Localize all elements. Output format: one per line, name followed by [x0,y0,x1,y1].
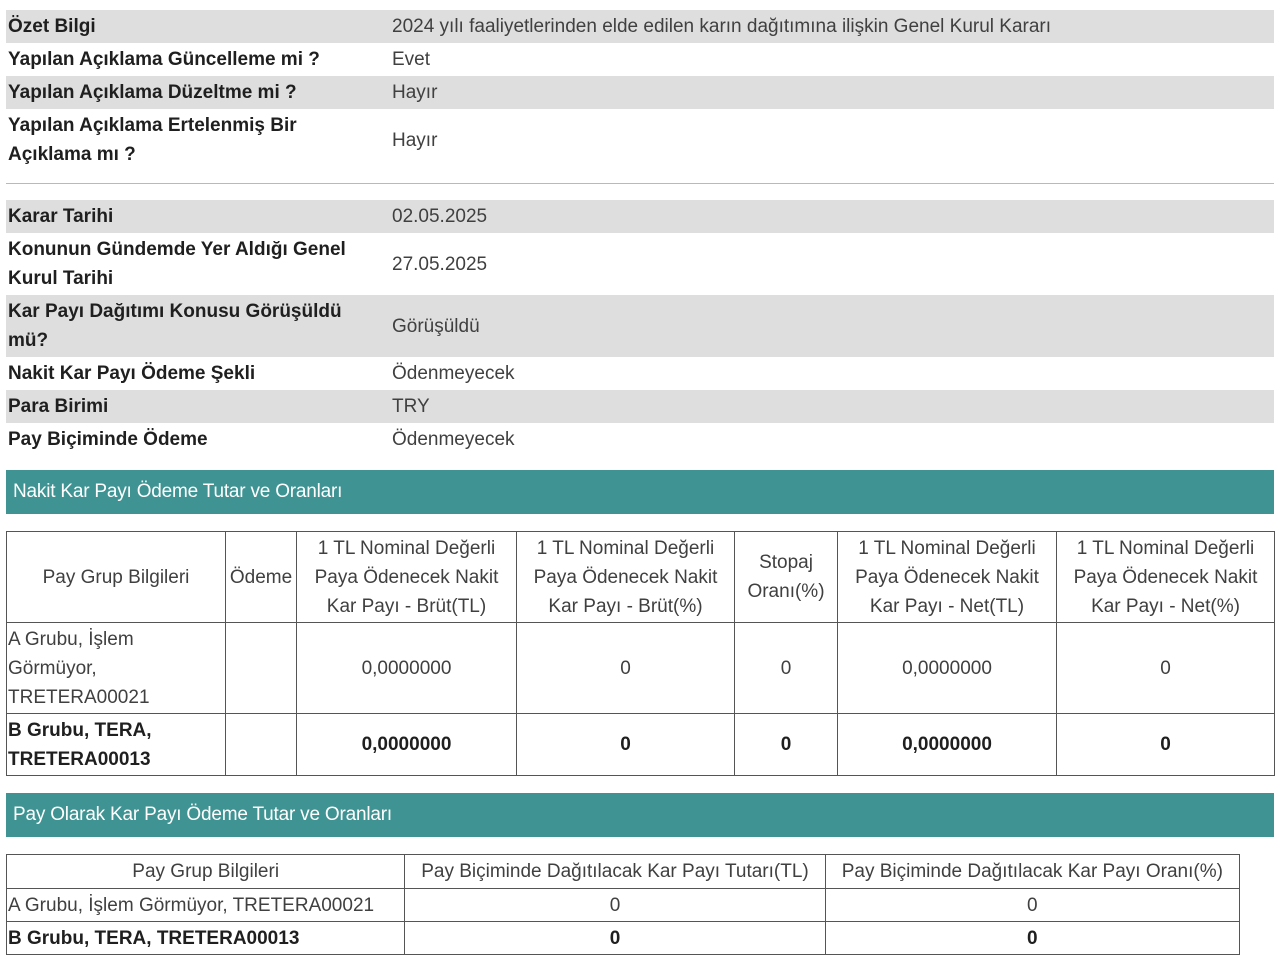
table-cell: 0 [825,889,1239,922]
field-label: Özet Bilgi [6,10,386,43]
column-header: Pay Biçiminde Dağıtılacak Kar Payı Tutarı(TL) [405,855,825,889]
decision-row [6,295,1274,357]
column-header: Pay Grup Bilgileri [7,855,405,889]
field-label: Pay Biçiminde Ödeme [8,429,208,450]
column-header: 1 TL Nominal Değerli Paya Ödenecek Nakit Kar Payı - Brüt(%) [517,532,735,623]
decision-row [6,390,1274,423]
table-cell: B Grubu, TERA, TRETERA00013 [7,922,405,955]
disclosure-page [6,10,1274,955]
field-value: TRY [386,390,1274,423]
field-label: Kar Payı Dağıtımı Konusu Görüşüldü mü? [6,295,386,357]
cash-dividend-table [6,531,1275,776]
table-header-row [7,855,1240,889]
field-value: Evet [392,49,431,70]
table-cell: 0 [405,889,825,922]
field-value: 2024 yılı faaliyetlerinden elde edilen karın dağıtımına ilişkin Genel Kurul Kararı [386,10,1274,43]
column-header: Ödeme [226,532,297,623]
field-label: Para Birimi [6,390,386,423]
field-value: Ödenmeyecek [392,363,515,384]
column-header: Pay Biçiminde Dağıtılacak Kar Payı Oranı(%) [825,855,1239,889]
table-row [7,623,1275,714]
table-cell: 0 [517,714,735,776]
decision-row [6,423,1274,456]
share-section-header: Pay Olarak Kar Payı Ödeme Tutar ve Oranları [6,793,1274,837]
field-label: Yapılan Açıklama Güncelleme mi ? [8,49,320,70]
column-header: 1 TL Nominal Değerli Paya Ödenecek Nakit Kar Payı - Brüt(TL) [297,532,517,623]
table-cell: 0 [735,714,838,776]
field-label: Konunun Gündemde Yer Aldığı Genel Kurul Tarihi [8,239,346,289]
field-value: Hayır [392,129,438,151]
field-label: Nakit Kar Payı Ödeme Şekli [8,363,256,384]
table-cell: 0 [735,623,838,714]
field-value: Görüşüldü [386,295,1274,357]
table-cell: 0,0000000 [297,714,517,776]
summary-row [6,76,1274,109]
column-header: 1 TL Nominal Değerli Paya Ödenecek Nakit Kar Payı - Net(TL) [838,532,1057,623]
cash-section-header: Nakit Kar Payı Ödeme Tutar ve Oranları [6,470,1274,514]
column-header: Pay Grup Bilgileri [7,532,226,623]
table-row [7,714,1275,776]
decision-row [6,200,1274,233]
share-dividend-table [6,854,1240,955]
table-cell: 0 [1057,623,1275,714]
table-cell: 0,0000000 [838,714,1057,776]
summary-row [6,109,1274,171]
table-cell [226,623,297,714]
table-cell: A Grubu, İşlem Görmüyor, TRETERA00021 [7,889,405,922]
table-cell: B Grubu, TERA, TRETERA00013 [7,714,226,776]
decision-row [6,233,1274,295]
table-row [7,889,1240,922]
decision-table [6,200,1274,456]
divider [6,183,1274,184]
table-cell [226,714,297,776]
table-row [7,922,1240,955]
field-value: Ödenmeyecek [392,429,515,450]
summary-row [6,10,1274,43]
table-cell: A Grubu, İşlem Görmüyor, TRETERA00021 [7,623,226,714]
table-cell: 0,0000000 [297,623,517,714]
column-header: Stopaj Oranı(%) [735,532,838,623]
field-value: 27.05.2025 [392,253,488,275]
table-cell: 0 [1057,714,1275,776]
decision-row [6,357,1274,390]
column-header: 1 TL Nominal Değerli Paya Ödenecek Nakit Kar Payı - Net(%) [1057,532,1275,623]
table-cell: 0 [825,922,1239,955]
field-value: Hayır [386,76,1274,109]
summary-row [6,43,1274,76]
table-cell: 0 [405,922,825,955]
table-cell: 0,0000000 [838,623,1057,714]
field-value: 02.05.2025 [386,200,1274,233]
summary-table [6,10,1274,171]
table-cell: 0 [517,623,735,714]
field-label: Karar Tarihi [6,200,386,233]
field-label: Yapılan Açıklama Ertelenmiş Bir Açıklama mı ? [8,115,297,165]
field-label: Yapılan Açıklama Düzeltme mi ? [6,76,386,109]
table-header-row [7,532,1275,623]
